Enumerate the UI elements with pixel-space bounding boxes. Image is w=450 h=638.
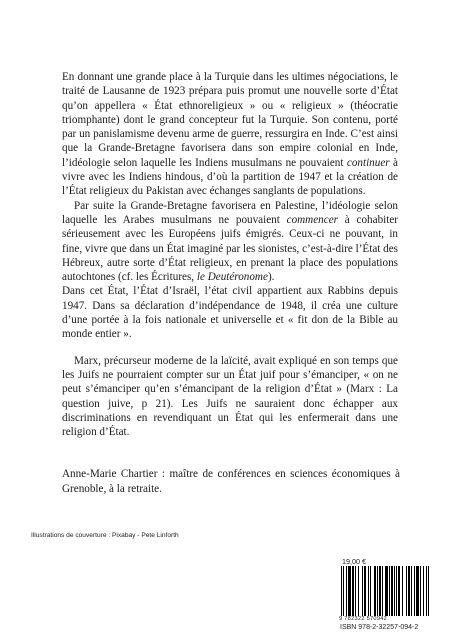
barcode-bar	[385, 566, 388, 616]
barcode-bar	[370, 566, 371, 616]
barcode-bar	[394, 566, 395, 616]
paragraph-text: à cohabiter sérieusement avec les Européens juifs émigrés. Ceux-ci ne pouvant, in fine, vivre que dans un État imaginé par les sionistes, c’est-à-dire l’État des Hébreux, autre sorte d’État religieux, en prenant la place des populations autochtones (cf. les Écritures,	[62, 213, 398, 284]
barcode-bar	[362, 566, 363, 616]
isbn-label: ISBN 978-2-32257-094-2	[340, 624, 419, 631]
barcode-bar	[364, 566, 366, 616]
barcode-graphic	[339, 566, 431, 616]
paragraph-lausanne	[62, 70, 398, 199]
barcode-bar	[341, 566, 342, 616]
barcode-bar	[414, 566, 415, 616]
barcode-bar	[346, 566, 347, 616]
barcode	[339, 566, 431, 616]
author-bio: Anne-Marie Chartier : maître de conférences en sciences économiques à Grenoble, à la retraite.	[62, 468, 400, 495]
barcode-bar	[420, 566, 421, 616]
barcode-bar	[379, 566, 381, 616]
barcode-digits: 9 782322 570942	[339, 616, 388, 622]
cover-credits: Illustrations de couverture : Pixabay - Pete Linforth	[31, 532, 179, 539]
emphasis-deuteronome: le Deutéronome	[196, 271, 268, 284]
barcode-bar	[402, 566, 403, 616]
barcode-bar	[411, 566, 412, 616]
paragraph-israel	[62, 284, 398, 341]
barcode-bar	[426, 566, 427, 616]
barcode-bar	[358, 566, 359, 616]
emphasis-commencer: commencer	[286, 213, 338, 226]
emphasis-continuer: continuer	[346, 156, 390, 169]
barcode-bar	[408, 566, 410, 616]
barcode-bar	[374, 566, 376, 616]
paragraph-marx	[62, 354, 398, 440]
barcode-bar	[398, 566, 400, 616]
paragraph-text: Marx, précurseur moderne de la laïcité, avait expliqué en son temps que les Juifs ne pourraient compter sur un État juif pour s’émanciper, « on ne peut s’émanciper qu’en s’émancipant de la religion d’État » (Marx : La question juive, p 21). Les Juifs ne sauraient donc échapper aux discriminations en revendiquant un État qui les enfermerait dans une religion d’État.	[62, 354, 398, 439]
barcode-bar	[382, 566, 383, 616]
barcode-bar	[423, 566, 424, 616]
barcode-bar	[406, 566, 407, 616]
barcode-bar	[396, 566, 397, 616]
barcode-bar	[416, 566, 419, 616]
price-label: 19,00 €	[342, 557, 366, 566]
paragraph-text: ).	[267, 271, 275, 284]
barcode-bar	[389, 566, 390, 616]
barcode-bar	[348, 566, 351, 616]
barcode-bar	[368, 566, 369, 616]
paragraph-palestine	[62, 199, 398, 285]
barcode-bar	[377, 566, 378, 616]
paragraph-text: Par suite la Grande-Bretagne favorisera en Palestine, l’idéologie selon laquelle les Arabes musulmans ne pouvaient	[62, 199, 398, 226]
barcode-bar	[428, 566, 429, 616]
paragraph-text: En donnant une grande place à la Turquie dans les ultimes négociations, le traité de Lausanne de 1923 prépara puis promut une nouvelle sorte d’État qu’on appellera « État ethnoreligieux » ou « religieux » (théocratie triomphante) dont le grand concepteur fut la Turquie. Son contenu, porté par un panislamisme devenu arme de guerre, ressurgira en Inde. C’est ainsi que la Grande-Bretagne favorisera dans son empire colonial en Inde, l’idéologie selon laquelle les Indiens musulmans ne pouvaient	[62, 71, 398, 169]
barcode-bar	[343, 566, 344, 616]
back-cover-text	[62, 70, 398, 439]
barcode-bar	[391, 566, 393, 616]
barcode-bar	[355, 566, 356, 616]
paragraph-text: à vivre avec les Indiens hindous, d’où la partition de 1947 et la création de l’État religieux du Pakistan avec échanges sanglants de populations.	[62, 156, 398, 198]
barcode-bar	[352, 566, 354, 616]
paragraph-text: Dans cet État, l’État d’Israël, l’état civil appartient aux Rabbins depuis 1947. Dans sa déclaration d’indépendance de 1948, il créa une culture d’une portée à la fois nationale et universelle et « fit don de la Bible au monde entier ».	[62, 285, 398, 341]
